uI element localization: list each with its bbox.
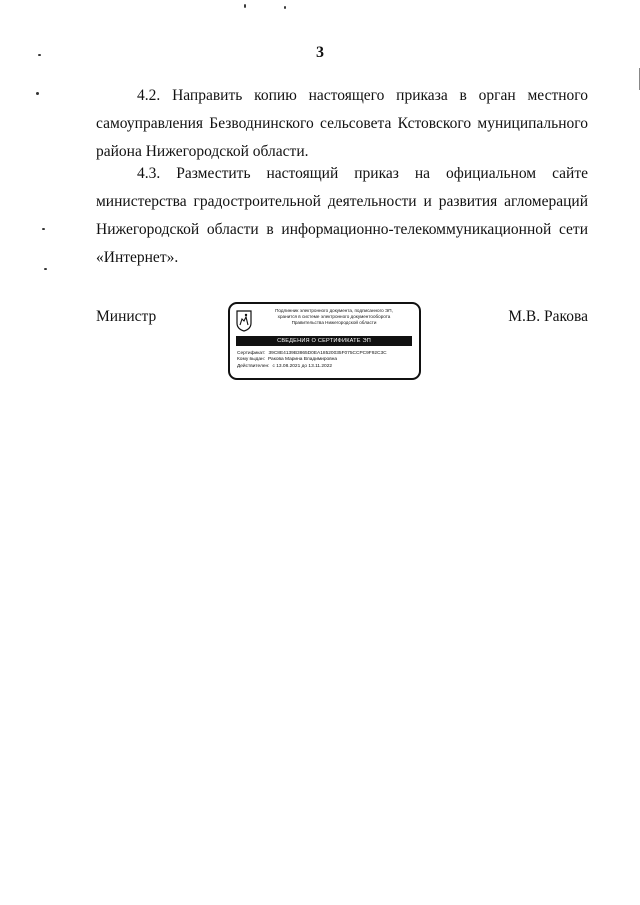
paragraph-4-3: 4.3. Разместить настоящий приказ на официальном сайте министерства градостроительной деятельности и развития агломераций Нижегородской области в информационно-телекоммуникационной сети «Интернет». <box>96 165 588 266</box>
stamp-header <box>254 308 414 326</box>
stamp-title-bar: СВЕДЕНИЯ О СЕРТИФИКАТЕ ЭП <box>236 336 412 346</box>
validity-row <box>237 364 415 370</box>
page-number: 3 <box>316 44 324 61</box>
nizhny-novgorod-coat-of-arms-icon <box>236 310 252 332</box>
scan-artifact <box>244 4 246 8</box>
signature-block <box>96 302 588 384</box>
stamp-details <box>237 351 415 370</box>
scan-artifact <box>42 228 45 230</box>
certificate-value: 39C8E4139B3865D0EA18520035F075CCPC9F92C3C <box>268 351 387 356</box>
signer-name: М.В. Ракова <box>508 308 588 325</box>
scan-artifact <box>36 92 39 95</box>
validity-label: Действителен: <box>237 363 270 369</box>
validity-value: с 13.08.2021 до 13.11.2022 <box>272 363 333 369</box>
signer-position: Министр <box>96 308 157 325</box>
stamp-header-line-1: Подлинник электронного документа, подписанного ЭП, <box>275 308 393 313</box>
electronic-signature-stamp <box>228 302 421 380</box>
stamp-header-line-3: Правительства Нижегородской области <box>291 320 377 325</box>
paragraph-4-2: 4.2. Направить копию настоящего приказа в орган местного самоуправления Безводнинского сельсовета Кстовского муниципального района Нижегородской области. <box>96 87 588 160</box>
stamp-header-line-2: хранится в системе электронного документооборота <box>277 314 391 319</box>
certificate-label: Сертификат: <box>237 351 266 356</box>
scan-artifact <box>44 268 47 270</box>
scan-artifact <box>284 6 286 9</box>
owner-label: Кому выдан: <box>237 357 265 363</box>
scan-artifact <box>38 54 41 56</box>
owner-value: Ракова Марина Владимировна <box>268 357 338 363</box>
